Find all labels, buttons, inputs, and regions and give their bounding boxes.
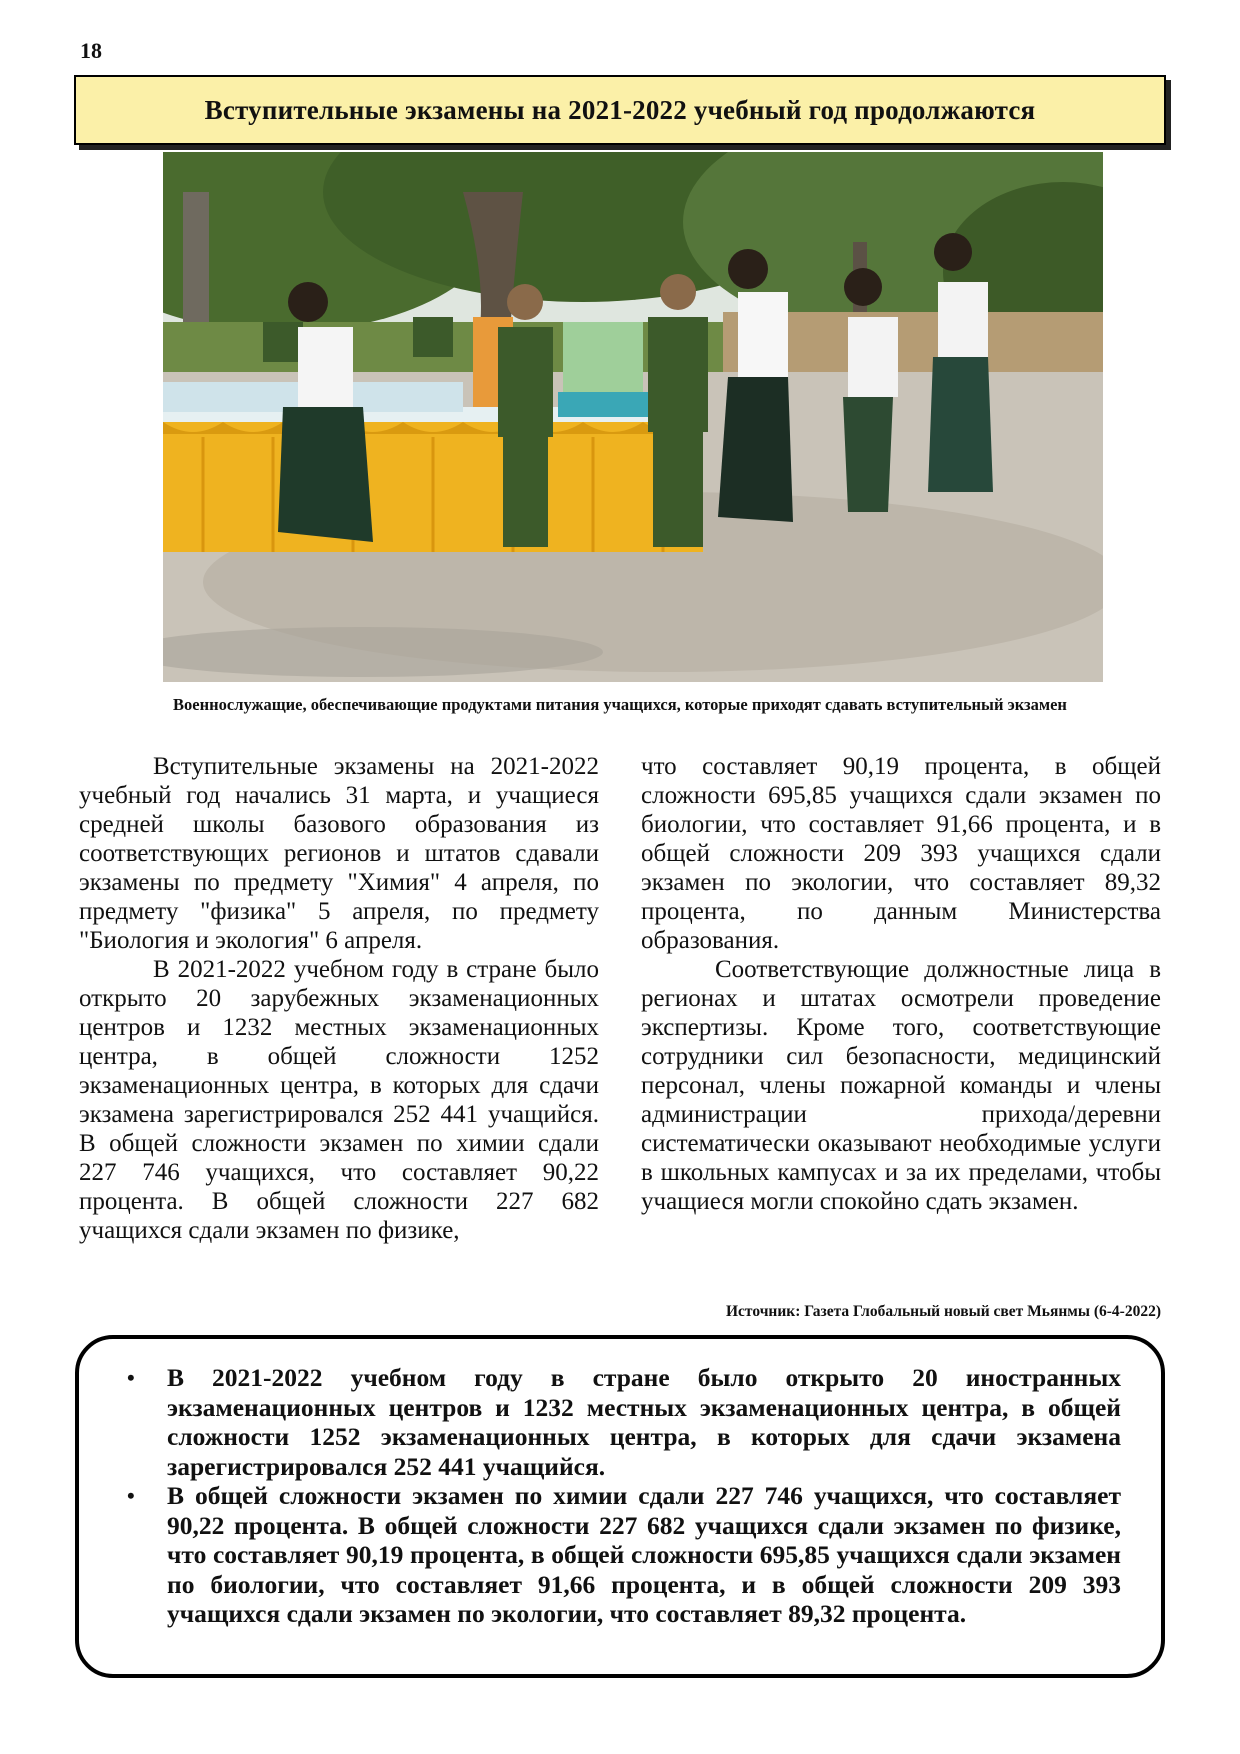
page-number: 18	[80, 38, 102, 63]
bullet-icon: •	[127, 1483, 135, 1508]
photo-caption: Военнослужащие, обеспечивающие продуктами питания учащихся, которые приходят сдавать вступительный экзамен	[173, 695, 1067, 714]
article-photo	[163, 152, 1103, 682]
photo-illustration	[163, 152, 1103, 682]
article-column-left	[79, 752, 599, 1245]
summary-box	[75, 1335, 1165, 1678]
article-paragraph: Соответствующие должностные лица в регионах и штатах осмотрели проведение экспертизы. Кроме того, соответствующие сотрудники сил безопасности, медицинский персонал, члены пожарной команды и члены администрации прихода/деревни систематически оказывают необходимые услуги в школьных кампусах и за их пределами, чтобы учащиеся могли спокойно сдать экзамен.	[641, 956, 1161, 1215]
bullet-icon: •	[127, 1365, 135, 1390]
article-column-right	[641, 752, 1161, 1216]
article-title: Вступительные экзамены на 2021-2022 учебный год продолжаются	[204, 94, 1036, 125]
summary-item	[127, 1481, 1121, 1629]
summary-list	[127, 1363, 1121, 1629]
summary-item-text: В общей сложности экзамен по химии сдали 227 746 учащихся, что составляет 90,22 процента. В общей сложности 227 682 учащихся сдали экзамен по физике, что составляет 90,19 процента, в общей сложности 695,85 учащихся сдали экзамен по биологии, что составляет 91,66 процента, и в общей сложности 209 393 учащихся сдали экзамен по экологии, что составляет 89,32 процента.	[167, 1481, 1121, 1628]
title-banner	[74, 75, 1166, 145]
article-paragraph: Вступительные экзамены на 2021-2022 учебный год начались 31 марта, и учащиеся средней школы базового образования из соответствующих регионов и штатов сдавали экзамены по предмету "Химия" 4 апреля, по предмету "физика" 5 апреля, по предмету "Биология и экология" 6 апреля.	[79, 753, 599, 954]
summary-item	[127, 1363, 1121, 1481]
article-paragraph: В 2021-2022 учебном году в стране было открыто 20 зарубежных экзаменационных центров и 1232 местных экзаменационных центра, в общей сложности 1252 экзаменационных центра, в которых для сдачи экзамена зарегистрировался 252 441 учащийся. В общей сложности экзамен по химии сдали 227 746 учащихся, что составляет 90,22 процента. В общей сложности 227 682 учащихся сдали экзамен по физике,	[79, 956, 599, 1244]
summary-item-text: В 2021-2022 учебном году в стране было открыто 20 иностранных экзаменационных центров и 1232 местных экзаменационных центра, в общей сложности 1252 экзаменационных центра, в которых для сдачи экзамена зарегистрировался 252 441 учащийся.	[167, 1363, 1121, 1481]
article-paragraph: что составляет 90,19 процента, в общей сложности 695,85 учащихся сдали экзамен по биологии, что составляет 91,66 процента, и в общей сложности 209 393 учащихся сдали экзамен по экологии, что составляет 89,32 процента, по данным Министерства образования.	[641, 753, 1161, 954]
source-note: Источник: Газета Глобальный новый свет Мьянмы (6-4-2022)	[726, 1303, 1161, 1320]
